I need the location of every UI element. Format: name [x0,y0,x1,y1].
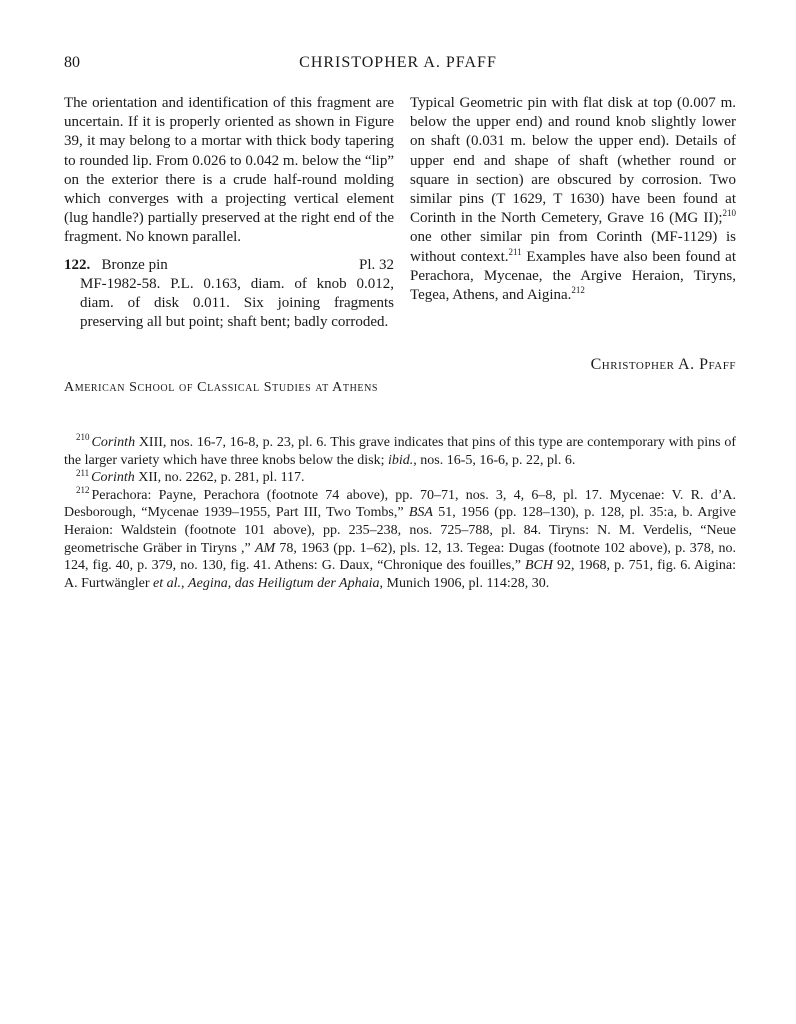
footnote-211 [64,469,736,487]
footnote-ref-211: 211 [508,246,522,257]
footnote-text: , nos. 16-5, 16-6, p. 22, pl. 6. [413,452,576,468]
author-signature: Christopher A. Pfaff [590,356,736,373]
right-text-2: one other similar pin from Corinth (MF-1129) is without context. [410,229,736,265]
page-number: 80 [64,54,80,71]
footnote-number: 211 [76,467,90,478]
footnote-210 [64,434,736,469]
footnote-italic: ibid. [387,452,414,468]
footnote-text: , [181,575,189,591]
footnote-212 [64,487,736,593]
left-paragraph: The orientation and identification of this fragment are uncertain. If it is properly oriented as shown in Figure 39, it may belong to a mortar with thick body tapering to rounded lip. From 0.026 to 0.042 m. below the “lip” on the exterior there is a crude half-round molding which converges with a projecting vertical element (lug handle?) partially preserved at the right end of the fragment. No known parallel. [64,95,394,246]
footnote-text: 92, 1968, p. 751, fig. 6. Aigina: A. Furtwängler [64,558,736,591]
footnote-italic: et al. [153,575,182,591]
plate-reference: Pl. 32 [358,256,394,273]
catalog-description: MF-1982-58. P.L. 0.163, diam. of knob 0.012, diam. of disk 0.011. Six joining fragments preserving all but point; shaft bent; badly corroded. [80,275,394,331]
footnote-text: XII, no. 2262, p. 281, pl. 117. [134,470,305,486]
footnote-italic: Aegina, das Heiligtum der Aphaia [188,575,380,591]
footnote-ref-212: 212 [571,285,585,296]
footnote-italic: BSA [408,505,433,521]
footnote-italic: AM [254,540,276,556]
footnote-number: 212 [76,485,90,496]
catalog-title: Bronze pin [101,256,168,273]
footnote-text: 51, 1956 (pp. 128–130), p. 128, pl. 35:a, b. Argive Heraion: Waldstein (footnote 101 above), pp. 235–238, nos. 725–788, pl. 84. Tiryns: N. M. Verdelis, “Neue geometrische Gräber in Tiryns ,” [64,505,737,556]
right-column [410,94,736,305]
footnote-number: 210 [76,432,90,443]
footnote-italic: Corinth [91,435,136,450]
catalog-number: 122. [64,256,91,273]
footnote-text: 78, 1963 (pp. 1–62), pls. 12, 13. Tegea: Dugas (footnote 102 above), p. 378, no. 124, fig. 40, p. 379, no. 130, fig. 41. Athens: G. Daux, “Chronique des fouilles,” [64,540,736,574]
footnote-italic: BCH [524,558,553,574]
footnote-text: Perachora: Payne, Perachora (footnote 74 above), pp. 70–71, nos. 3, 4, 6–8, pl. 17. Mycenae: V. R. d’A. Desborough, “Mycenae 1939–1955, Part III, Two Tombs,” [64,487,736,521]
catalog-entry-header [64,256,394,275]
author-affiliation: American School of Classical Studies at Athens [64,380,379,395]
running-head: CHRISTOPHER A. PFAFF [299,54,497,71]
right-text-1: Typical Geometric pin with flat disk at top (0.007 m. below the upper end) and round knob slightly lower on shaft (0.031 m. below the upper end). Details of upper end and shape of shaft (whether round or square in section) are obscured by corrosion. Two similar pins (T 1629, T 1630) have been found at Corinth in the North Cemetery, Grave 16 (MG II); [410,95,736,227]
left-column [64,94,394,332]
footnote-ref-210: 210 [722,208,736,219]
footnote-text: XIII, nos. 16-7, 16-8, p. 23, pl. 6. This grave indicates that pins of this type are contemporary with pins of the larger variety which have three knobs below the disk; [64,435,736,468]
footnotes [64,434,736,592]
footnote-italic: Corinth [91,470,135,486]
footnote-text: , Munich 1906, pl. 114:28, 30. [379,575,550,591]
right-text-3: Examples have also been found at Perachora, Mycenae, the Argive Heraion, Tiryns, Tegea, Athens, and Aigina. [410,248,736,304]
right-paragraph [410,94,736,305]
